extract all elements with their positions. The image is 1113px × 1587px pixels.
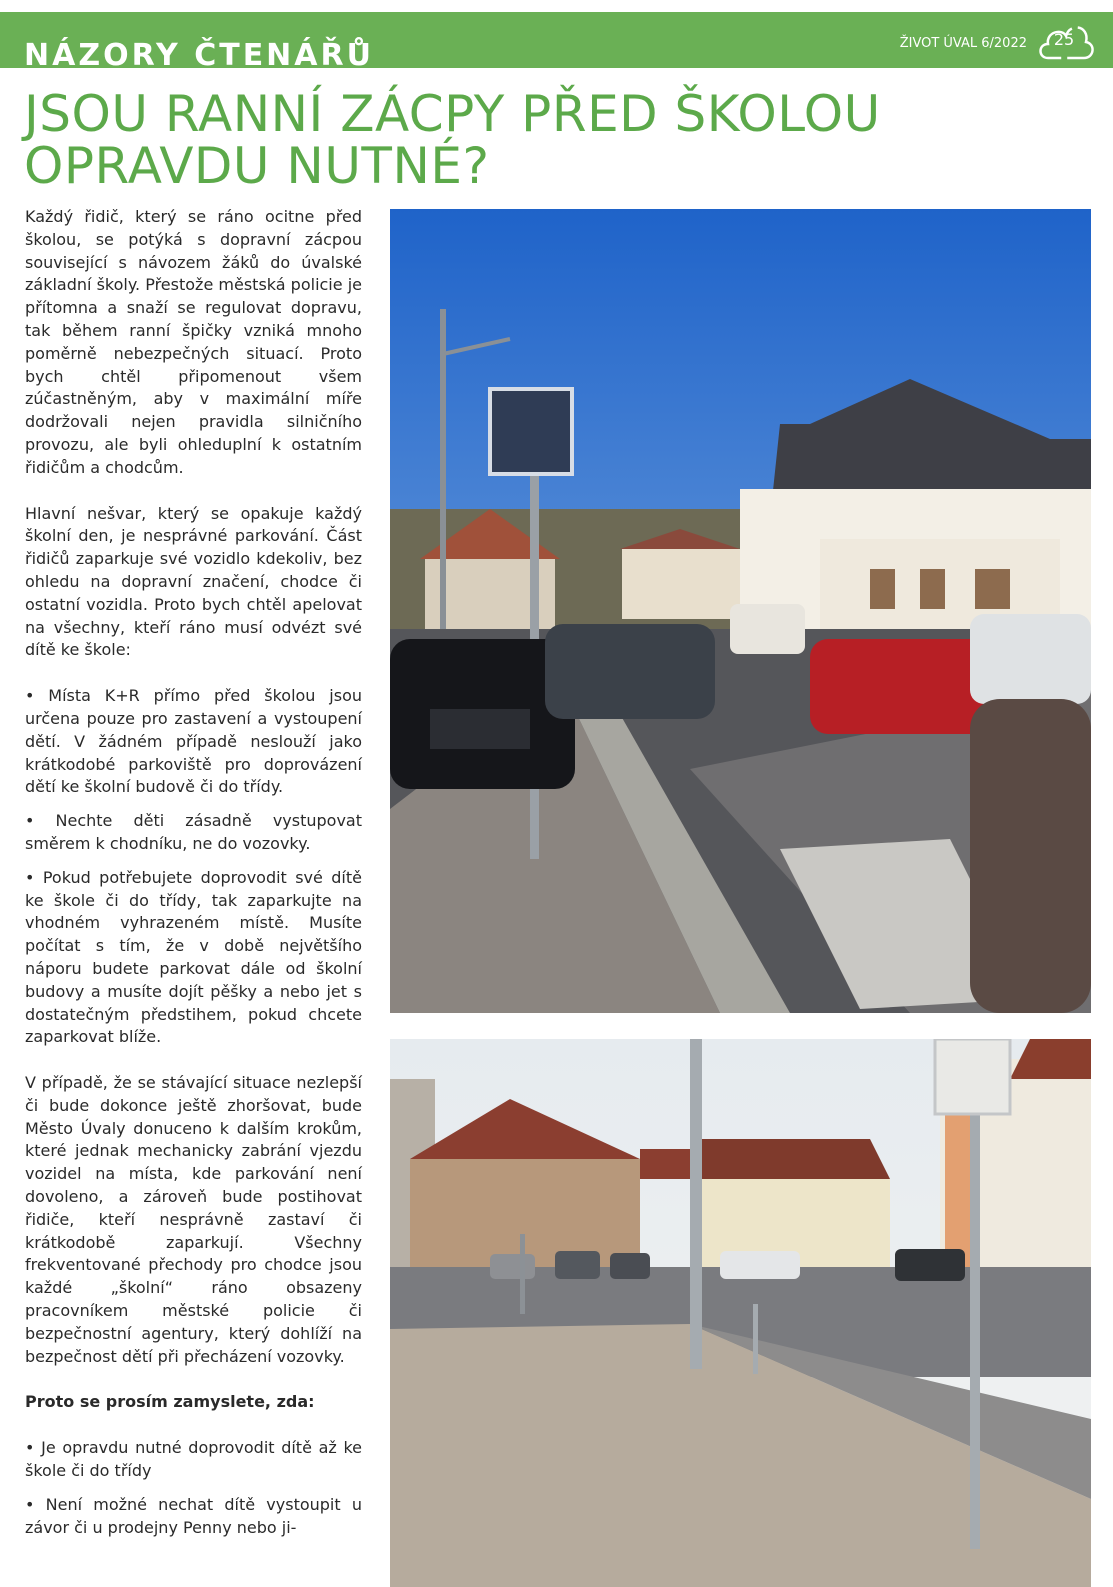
- paragraph-2: Hlavní nešvar, který se opakuje každý školní den, je nesprávné parkování. Část řidičů zaparkuje své vozidlo kdekoliv, bez ohledu na dopravní značení, chodce či ostatní vozidla. Proto bych chtěl apelovat na všechny, kteří ráno musí odvézt své dítě ke škole:: [25, 503, 362, 660]
- issue-label: ŽIVOT ÚVAL 6/2022: [899, 36, 1027, 51]
- article-body: [25, 206, 362, 1539]
- paragraph-4: Proto se prosím zamyslete, zda:: [25, 1392, 315, 1412]
- bullet-question-1: • Je opravdu nutné doprovodit dítě až ke škole či do třídy: [25, 1438, 362, 1481]
- bullet-sidewalk: • Nechte děti zásadně vystupovat směrem k chodníku, ne do vozovky.: [25, 811, 362, 853]
- bullet-question-2: • Není možné nechat dítě vystoupit u závor či u prodejny Penny nebo ji-: [25, 1494, 362, 1537]
- paragraph-1: Každý řidič, který se ráno ocitne před školou, se potýká s dopravní zácpou související s návozem žáků do úvalské základní školy. Přestože městská policie je přítomna a snaží se regulovat dopravu, tak během ranní špičky vzniká mnoho poměrně nebezpečných situací. Proto bych chtěl připomenout všem zúčastněným, aby v maximální míře dodržovali nejen pravidla silničního provozu, ale byli ohleduplní k ostatním řidičům a chodcům.: [25, 207, 362, 477]
- bullet-kr: • Místa K+R přímo před školou jsou určena pouze pro zastavení a vystoupení dětí. V žádném případě neslouží jako krátkodobé parkoviště pro doprovázení dětí ke školní budově či do třídy.: [25, 686, 362, 797]
- paragraph-3: V případě, že se stávající situace nezlepší či bude dokonce ještě zhoršovat, bude Město Úvaly donuceno k dalším krokům, které jednak mechanicky zabrání vjezdu vozidel na místa, kde parkování není dovoleno, a zároveň bude postihovat řidiče, kteří nesprávně zastaví či krátkodobě zaparkují. Všechny frekventované přechody pro chodce jsou každé „školní“ ráno obsazeny pracovníkem městské policie či bezpečnostní agentury, který dohlíží na bezpečnost dětí při přecházení vozovky.: [25, 1073, 362, 1366]
- section-label: NÁZORY ČTENÁŘŮ: [24, 38, 374, 68]
- page-number: 25: [1053, 30, 1075, 49]
- article-title: JSOU RANNÍ ZÁCPY PŘED ŠKOLOU OPRAVDU NUTNÉ?: [24, 85, 881, 195]
- bullet-parking: • Pokud potřebujete doprovodit své dítě ke škole či do třídy, tak zaparkujte na vhodném vyhrazeném místě. Musíte počítat s tím, že v době největšího náporu budete parkovat dále od školní budovy a musíte dojít pěšky a nebo jet s dostatečným předstihem, pokud chcete zaparkovat blíže.: [25, 867, 362, 1047]
- photo-school-street: [390, 209, 1091, 1013]
- photo-intersection: [390, 1039, 1091, 1587]
